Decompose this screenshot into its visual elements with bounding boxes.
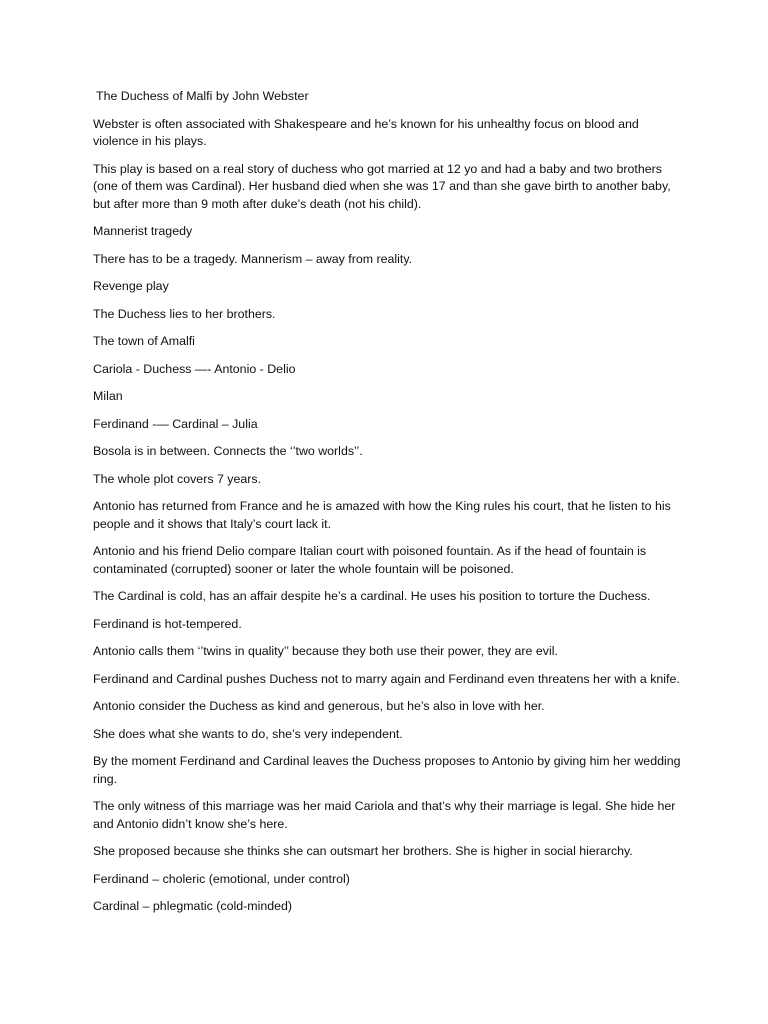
paragraph: There has to be a tragedy. Mannerism – away from reality. xyxy=(93,251,413,266)
paragraph: Ferdinand -— Cardinal – Julia xyxy=(93,416,258,431)
paragraph: Milan xyxy=(93,389,123,403)
paragraph: By the moment Ferdinand and Cardinal leaves the Duchess proposes to Antonio by giving him her wedding ring. xyxy=(93,754,681,786)
paragraph: Antonio has returned from France and he is amazed with how the King rules his court, that he listen to his people and it shows that Italy’s court lack it. xyxy=(93,499,671,531)
paragraph: Mannerist tragedy xyxy=(93,224,193,238)
paragraph: Bosola is in between. Connects the ‘’two worlds’’. xyxy=(93,444,363,458)
paragraph: Ferdinand and Cardinal pushes Duchess not to marry again and Ferdinand even threatens her with a knife. xyxy=(93,671,680,686)
paragraph: Antonio calls them ‘’twins in quality’’ because they both use their power, they are evil. xyxy=(93,644,558,658)
paragraph: Ferdinand – choleric (emotional, under control) xyxy=(93,871,350,886)
paragraph: Antonio consider the Duchess as kind and generous, but he’s also in love with her. xyxy=(93,699,545,713)
paragraph: The Cardinal is cold, has an affair despite he’s a cardinal. He uses his position to torture the Duchess. xyxy=(93,589,651,603)
paragraph: Ferdinand is hot-tempered. xyxy=(93,616,242,631)
paragraph: She does what she wants to do, she’s very independent. xyxy=(93,726,403,741)
paragraph: Cariola - Duchess —- Antonio - Delio xyxy=(93,361,296,376)
document-title: The Duchess of Malfi by John Webster xyxy=(96,89,309,103)
document-body xyxy=(93,88,683,926)
paragraph: This play is based on a real story of duchess who got married at 12 yo and had a baby and two brothers (one of them was Cardinal). Her husband died when she was 17 and than she gave birth to another baby, but after more than 9 moth after duke’s death (not his child). xyxy=(93,161,671,211)
paragraph: The whole plot covers 7 years. xyxy=(93,471,262,486)
paragraph: She proposed because she thinks she can outsmart her brothers. She is higher in social hierarchy. xyxy=(93,844,633,858)
paragraph: Revenge play xyxy=(93,279,169,293)
paragraph: The only witness of this marriage was her maid Cariola and that’s why their marriage is legal. She hide her and Antonio didn’t know she’s here. xyxy=(93,799,676,831)
paragraph: Webster is often associated with Shakespeare and he’s known for his unhealthy focus on blood and violence in his plays. xyxy=(93,116,639,148)
paragraph: Antonio and his friend Delio compare Italian court with poisoned fountain. As if the head of fountain is contaminated (corrupted) sooner or later the whole fountain will be poisoned. xyxy=(93,544,647,576)
paragraph: The Duchess lies to her brothers. xyxy=(93,306,276,321)
paragraph: Cardinal – phlegmatic (cold-minded) xyxy=(93,899,293,913)
paragraph: The town of Amalfi xyxy=(93,334,195,348)
